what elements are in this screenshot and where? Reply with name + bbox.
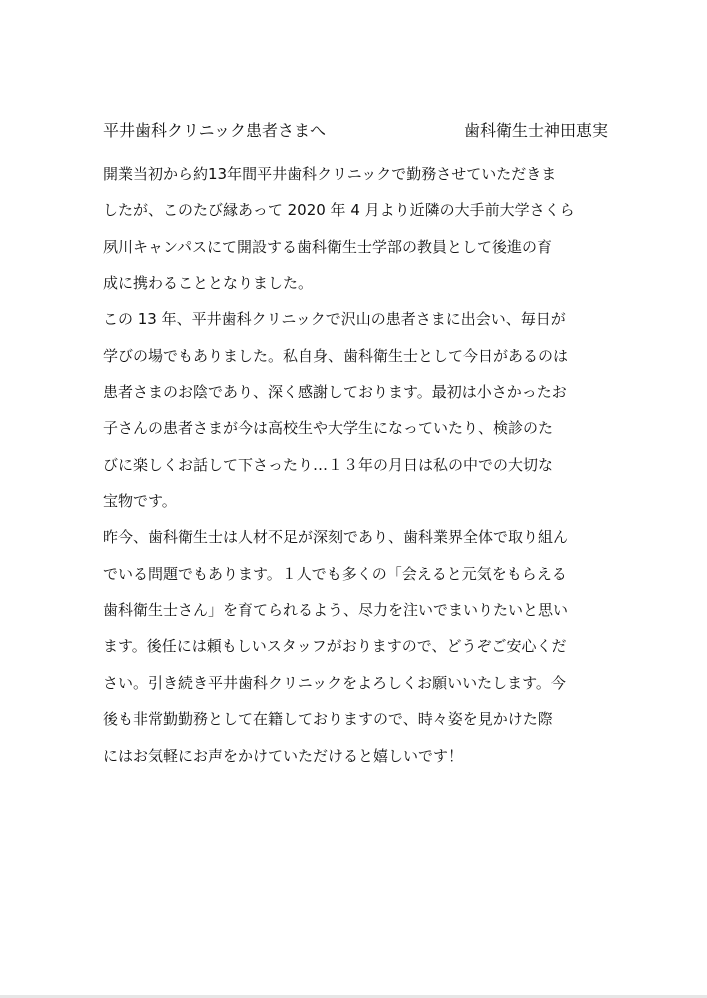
addressee-line: 平井歯科クリニック患者さまへ	[103, 121, 327, 140]
author-signature: 歯科衛生士神田恵実	[463, 121, 608, 140]
body-line-10: 宝物です。	[103, 492, 177, 511]
letter-header	[103, 119, 608, 143]
body-line-6: 学びの場でもありました。私自身、歯科衛生士として今日があるのは	[103, 346, 569, 365]
body-line-2: したが、このたび縁あって 2020 年 4 月より近隣の大手前大学さくら	[103, 201, 575, 220]
body-line-8: 子さんの患者さまが今は高校生や大学生になっていたり、検診のた	[103, 419, 554, 438]
letter-body	[103, 162, 608, 780]
body-line-1: 開業当初から約13年間平井歯科クリニックで勤務させていただきま	[103, 165, 557, 183]
body-line-12: でいる問題でもあります。１人でも多くの「会えると元気をもらえる	[103, 564, 567, 583]
body-line-3: 夙川キャンパスにて開設する歯科衛生士学部の教員として後進の育	[103, 237, 552, 256]
body-line-9: びに楽しくお話して下さったり…１３年の月日は私の中での大切な	[103, 455, 554, 474]
body-line-16: 後も非常勤勤務として在籍しておりますので、時々姿を見かけた際	[103, 710, 553, 729]
body-line-5: この 13 年、平井歯科クリニックで沢山の患者さまに出会い、毎日が	[103, 310, 566, 329]
body-line-17: にはお気軽にお声をかけていただけると嬉しいです！	[103, 746, 464, 765]
body-line-4: 成に携わることとなりました。	[103, 274, 314, 293]
body-line-14: ます。後任には頼もしいスタッフがおりますので、どうぞご安心くだ	[103, 637, 567, 656]
body-line-13: 歯科衛生士さん」を育てられるよう、尽力を注いでまいりたいと思い	[103, 601, 569, 620]
body-line-15: さい。引き続き平井歯科クリニックをよろしくお願いいたします。今	[103, 673, 566, 692]
body-line-11: 昨今、歯科衛生士は人材不足が深刻であり、歯科業界全体で取り組ん	[103, 528, 569, 547]
body-line-7: 患者さまのお陰であり、深く感謝しております。最初は小さかったお	[103, 383, 567, 402]
